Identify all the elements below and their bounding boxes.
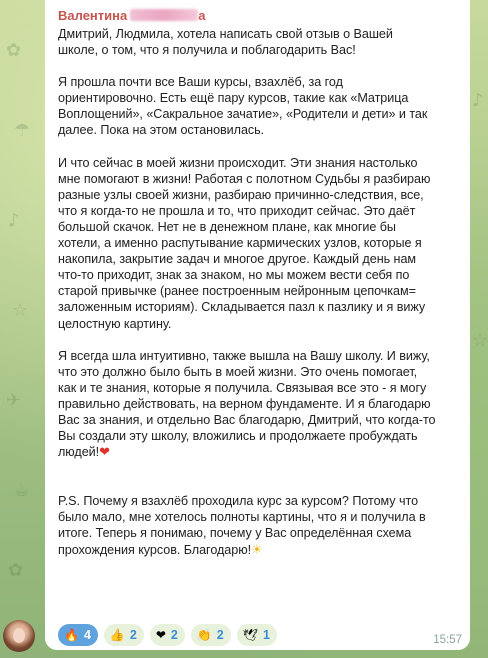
message-line: P.S. Почему я взахлёб проходила курс за курсом? Потому что	[58, 494, 419, 509]
dove-reaction-icon: 🕊	[242, 628, 258, 642]
message-line: Вас за знания, и отдельно Вас благодарю, Дмитрий, что когда-то	[58, 412, 436, 427]
message-text	[58, 26, 462, 575]
message-line: правильно действовать, на верном фундаменте. И я благодарю	[58, 396, 431, 411]
message-line: школе, о том, что я получила и поблагодарить Вас!	[58, 43, 356, 58]
wallpaper-doodle-icon: ☕	[14, 480, 31, 501]
message-line: что я когда-то не прошла и то, что приходит сейчас. Это даёт	[58, 203, 416, 218]
wallpaper-doodle-icon: ✿	[6, 40, 22, 61]
reaction-count: 1	[262, 628, 270, 642]
reaction-count: 2	[216, 628, 224, 642]
reaction-fire[interactable]	[58, 624, 98, 646]
message-line: итоге. Теперь я понимаю, почему у Вас определённая схема	[58, 526, 412, 541]
message-line: что это должно было быть в моей жизни. Это очень помогает,	[58, 364, 418, 379]
heart-reaction-icon: ❤	[155, 628, 166, 642]
reaction-count: 4	[83, 628, 91, 642]
wallpaper-doodle-icon: ✈	[6, 390, 22, 411]
message-line-text: прохождения курсов. Благодарю!	[58, 542, 252, 557]
avatar-face	[13, 628, 25, 643]
sender-name-tail: а	[198, 8, 206, 23]
message-line: целостную картину.	[58, 316, 172, 331]
message-line: Дмитрий, Людмила, хотела написать свой отзыв о Вашей	[58, 27, 393, 41]
message-line: заложенным историям). Складывается пазл к пазлику и я вижу	[58, 300, 426, 315]
message-paragraph	[58, 74, 462, 138]
message-paragraph	[58, 348, 462, 462]
message-line: разные узлы своей жизни, разбираю причинно-следствия, все,	[58, 187, 424, 202]
wallpaper-doodle-icon: ☆	[12, 300, 29, 321]
message-time: 15:57	[433, 634, 462, 646]
heart-emoji-icon: ❤	[99, 445, 110, 461]
reaction-clap[interactable]	[191, 624, 231, 646]
message-line: что-то приходит, знак за знаком, но мы можем вести себя по	[58, 268, 410, 283]
message-line: большой скачок. Нет не в денежном плане, как многие бы	[58, 219, 396, 234]
reaction-count: 2	[170, 628, 178, 642]
message-paragraph	[58, 26, 462, 58]
wallpaper-doodle-icon: ♪	[8, 210, 20, 231]
message-line: было мало, мне хотелось полноты картины, что я и получила в	[58, 510, 426, 525]
wallpaper-doodle-icon: ☆	[472, 330, 488, 351]
reaction-dove[interactable]	[237, 624, 277, 646]
message-line	[58, 542, 462, 559]
message-line: Я прошла почти все Ваши курсы, взахлёб, за год	[58, 75, 343, 90]
message-line: накопила, закрытие задач и многое другое. Каждый день нам	[58, 252, 417, 267]
reaction-heart[interactable]	[150, 624, 185, 646]
thumbs-up-reaction-icon: 👍	[109, 628, 125, 642]
message-line: старой привычке (ранее построенным нейронным цепочкам=	[58, 284, 416, 299]
clap-reaction-icon: 👏	[196, 628, 212, 642]
reaction-thumbs-up[interactable]	[104, 624, 144, 646]
wallpaper-doodle-icon: ☂	[14, 120, 31, 141]
message-line-text: людей!	[58, 445, 100, 460]
sender-name[interactable]	[58, 8, 205, 23]
sender-avatar[interactable]	[3, 620, 35, 652]
redacted-surname	[130, 9, 198, 21]
message-line: Я всегда шла интуитивно, также вышла на Вашу школу. И вижу,	[58, 348, 430, 363]
message-line: хотели, а именно распутывание кармических узлов, которые я	[58, 236, 422, 251]
message-paragraph	[58, 155, 462, 332]
message-bubble[interactable]	[45, 0, 470, 650]
reactions-bar	[58, 624, 277, 646]
fire-reaction-icon: 🔥	[64, 628, 79, 642]
message-line: мне помогают в жизни! Работая с полотном Судьбы я разбираю	[58, 171, 431, 186]
message-line: Вы создали эту школу, вложились и продолжаете пробуждать	[58, 429, 418, 444]
wallpaper-doodle-icon: ♪	[472, 90, 484, 111]
reaction-count: 2	[129, 628, 137, 642]
sun-emoji-icon: ☀	[251, 542, 263, 558]
message-line: как и те знания, которые я получила. Связывая все это - я могу	[58, 380, 427, 395]
message-line: Воплощений», «Сакральное зачатие», «Родители и дети» и так	[58, 107, 428, 122]
message-line	[58, 444, 462, 461]
sender-first-name: Валентина	[58, 8, 128, 23]
wallpaper-doodle-icon: ✿	[8, 560, 24, 581]
message-paragraph	[58, 493, 462, 558]
message-line: И что сейчас в моей жизни происходит. Эти знания настолько	[58, 155, 418, 170]
message-line: далее. Пока на этом остановилась.	[58, 123, 265, 138]
message-line: ориентировочно. Есть ещё пару курсов, такие как «Матрица	[58, 91, 409, 106]
